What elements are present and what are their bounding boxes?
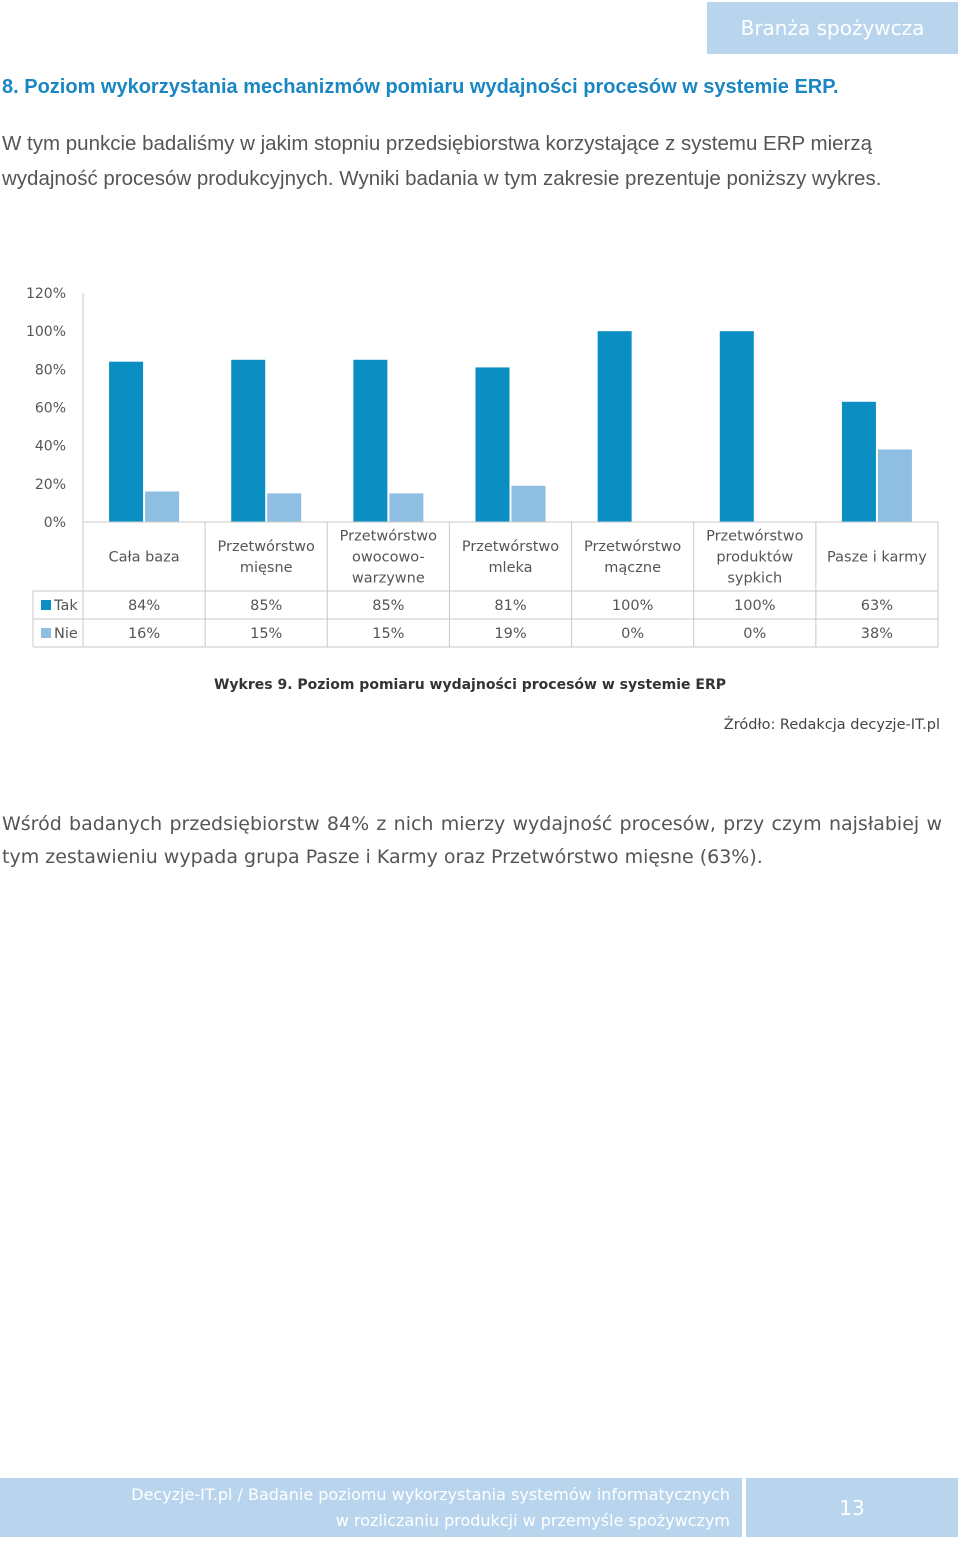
legend-key-nie <box>41 628 51 638</box>
data-label-nie: 38% <box>860 626 894 642</box>
category-label: Cała baza <box>108 549 180 566</box>
bar-tak <box>842 402 876 522</box>
bar-nie <box>267 493 301 522</box>
category-label: sypkich <box>727 570 783 587</box>
category-label: Przetwórstwo <box>583 539 682 555</box>
chart-caption: Wykres 9. Poziom pomiaru wydajności procesów w systemie ERP <box>213 677 726 693</box>
page-number: 13 <box>746 1478 958 1537</box>
data-label-nie: 16% <box>127 626 161 642</box>
data-label-nie: 19% <box>494 626 527 642</box>
chart-source: Źródło: Redakcja decyzje-IT.pl <box>723 717 940 733</box>
category-label: mleka <box>488 560 533 576</box>
bar-tak <box>476 367 510 522</box>
intro-line-2: wydajność procesów produkcyjnych. Wyniki badania w tym zakresie prezentuje poniższy wykres. <box>2 167 882 190</box>
bar-tak <box>109 362 143 522</box>
data-label-tak: 84% <box>127 598 161 614</box>
bar-chart <box>0 270 960 655</box>
footer-title <box>0 1478 742 1537</box>
category-label: Przetwórstwo <box>339 528 438 545</box>
intro-paragraph <box>2 126 942 196</box>
category-label: Przetwórstwo <box>217 539 315 555</box>
footer-line-2: w rozliczaniu produkcji w przemyśle spożywczym <box>335 1510 730 1530</box>
section-title: 8. Poziom wykorzystania mechanizmów pomiaru wydajności procesów w systemie ERP. <box>2 76 839 98</box>
footer-line-1: Decyzje-IT.pl / Badanie poziomu wykorzystania systemów informatycznych <box>131 1484 730 1504</box>
category-label: mączne <box>604 560 662 576</box>
category-label: Przetwórstwo <box>461 539 560 555</box>
legend-key-tak <box>41 600 51 610</box>
y-tick-label: 0% <box>43 515 66 531</box>
bar-tak <box>598 331 632 522</box>
y-tick-label: 80% <box>34 362 66 379</box>
category-label: Przetwórstwo <box>706 528 804 545</box>
y-tick-label: 60% <box>34 400 66 417</box>
data-label-tak: 63% <box>860 598 894 614</box>
data-label-tak: 81% <box>494 598 527 614</box>
y-tick-label: 120% <box>25 286 66 302</box>
summary-paragraph: Wśród badanych przedsiębiorstw 84% z nich mierzy wydajność procesów, przy czym najsłabiej w tym zestawieniu wypada grupa Pasze i Karmy oraz Przetwórstwo mięsne (63%). <box>2 813 942 868</box>
category-label: produktów <box>716 549 794 566</box>
data-label-nie: 15% <box>372 626 405 642</box>
bar-tak <box>231 360 265 522</box>
legend-label-tak: Tak <box>54 598 78 614</box>
data-label-tak: 100% <box>611 598 654 614</box>
category-label: owocowo- <box>352 549 425 566</box>
data-label-tak: 85% <box>250 598 283 614</box>
data-label-tak: 100% <box>734 598 776 614</box>
data-label-tak: 85% <box>372 598 405 614</box>
bar-tak <box>720 331 754 522</box>
category-label: mięsne <box>239 560 293 576</box>
legend-label-nie: Nie <box>54 626 78 642</box>
category-label: warzywne <box>351 570 425 587</box>
y-tick-label: 40% <box>34 438 66 455</box>
bar-nie <box>389 493 423 522</box>
y-tick-label: 100% <box>25 324 66 341</box>
data-label-nie: 15% <box>250 626 283 642</box>
data-label-nie: 0% <box>621 626 645 642</box>
bar-nie <box>878 449 912 522</box>
data-label-nie: 0% <box>743 626 767 642</box>
bar-nie <box>512 486 546 522</box>
intro-line-1: W tym punkcie badaliśmy w jakim stopniu przedsiębiorstwa korzystające z systemu ERP mierzą <box>2 132 873 155</box>
category-label: Pasze i karmy <box>827 549 927 566</box>
section-tag: Branża spożywcza <box>707 2 958 54</box>
y-tick-label: 20% <box>34 476 66 493</box>
bar-nie <box>145 491 179 522</box>
bar-tak <box>353 360 387 522</box>
